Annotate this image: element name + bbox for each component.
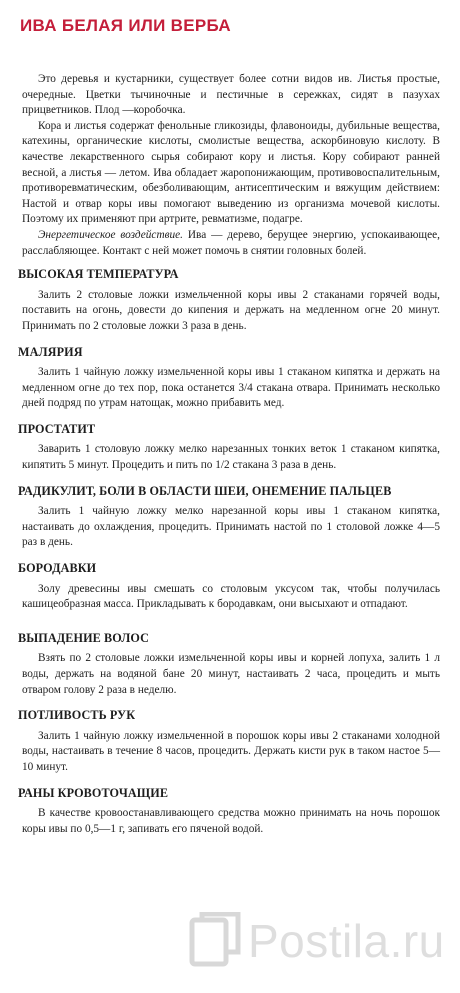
section-heading: РАДИКУЛИТ, БОЛИ В ОБЛАСТИ ШЕИ, ОНЕМЕНИЕ ПАЛЬЦЕВ <box>18 483 392 498</box>
section-fever <box>18 267 440 334</box>
section-text: В качестве кровоостанавливающего средства можно принимать на ночь порошок коры ивы по 0,5—1 г, запивать его пяченой водой. <box>22 807 440 835</box>
postila-logo-icon <box>188 912 246 970</box>
section-bleeding-wounds <box>18 785 440 838</box>
section-heading: БОРОДАВКИ <box>18 561 97 576</box>
section-text: Залить 2 столовые ложки измельченной коры ивы 2 стаканами горячей воды, поставить на огонь, довести до кипения и держать на медленном огне 20 минут. Принимать по 2 столовые ложки 3 раза в день. <box>22 288 440 332</box>
section-heading: МАЛЯРИЯ <box>18 344 83 359</box>
section-text: Залить 1 чайную ложку мелко нарезанной коры ивы 1 стаканом кипятка, настаивать до охлаждения, процедить. Принимать настой по 1 столовой ложке 4—5 раз в день. <box>22 505 440 549</box>
energy-lead: Энергетическое воздействие. <box>38 228 183 241</box>
page-title: ИВА БЕЛАЯ ИЛИ ВЕРБА <box>20 16 231 35</box>
section-radiculitis <box>18 483 440 551</box>
section-heading: ВЫСОКАЯ ТЕМПЕРАТУРА <box>18 267 179 282</box>
section-hair-loss <box>18 630 440 698</box>
section-text: Золу древесины ивы смешать со столовым уксусом так, чтобы получилась кашицеобразная масса. Прикладывать к бородавкам, они высыхают и отпадают. <box>22 582 440 611</box>
section-heading: ПРОСТАТИТ <box>18 421 96 436</box>
article-body <box>18 72 440 847</box>
section-warts <box>18 561 440 613</box>
section-text: Залить 1 чайную ложку измельченной в порошок коры ивы 2 стаканами холодной воды, настаивать в течение 8 часов, процедить. Держать кисти рук в таком настое 5—10 минут. <box>22 729 440 773</box>
intro-paragraph-2: Кора и листья содержат фенольные гликозиды, флавоноиды, дубильные вещества, катехины, органические кислоты, смолистые вещества, аскорбиновую кислоту. В качестве лекарственного сырья собирают кору и листья. Кору собирают ранней весной, а листья — летом. Ива обладает жаропонижающим, противовоспалительным, противоревматическим, обезболивающим, антисептическим и вяжущим действием: Настой и отвар коры ивы помогают выведению из организма мочевой кислоты. Поэтому их применяют при артрите, ревматизме, подагре. <box>22 119 440 226</box>
section-heading: РАНЫ КРОВОТОЧАЩИЕ <box>18 785 169 800</box>
section-hand-sweating <box>18 708 440 775</box>
section-text: Взять по 2 столовые ложки измельченной коры ивы и корней лопуха, залить 1 л воды, держать на водяной бане 20 минут, настаивать 2 часа, процедить и мыть отваром голову 2 раза в неделю. <box>22 652 440 696</box>
intro-paragraph-1: Это деревья и кустарники, существует более сотни видов ив. Листья простые, очередные. Цветки тычиночные и пестичные в сережках, сидят в пазухах прицветников. Плод —коробочка. <box>22 73 440 117</box>
energy-paragraph <box>22 228 440 259</box>
section-text: Залить 1 чайную ложку измельченной коры ивы 1 стаканом кипятка и держать на медленном огне до тех пор, пока останется 3/4 стакана отвара. Принимать несколько дней подряд по утрам натощак, можно прибавить мед. <box>22 366 440 410</box>
section-heading: ПОТЛИВОСТЬ РУК <box>18 708 136 723</box>
watermark <box>178 908 448 986</box>
section-malaria <box>18 344 440 412</box>
section-prostatitis <box>18 421 440 474</box>
section-heading: ВЫПАДЕНИЕ ВОЛОС <box>18 630 150 645</box>
energy-text: Ива — дерево, берущее энергию, успокаивающее, расслабляющее. Контакт с ней может помочь в снятии головных болей. <box>22 228 440 257</box>
watermark-text: Postila.ru <box>248 915 445 967</box>
section-text: Заварить 1 столовую ложку мелко нарезанных тонких веток 1 стаканом кипятка, кипятить 5 минут. Процедить и пить по 1/2 стакана 3 раза в день. <box>22 443 440 472</box>
